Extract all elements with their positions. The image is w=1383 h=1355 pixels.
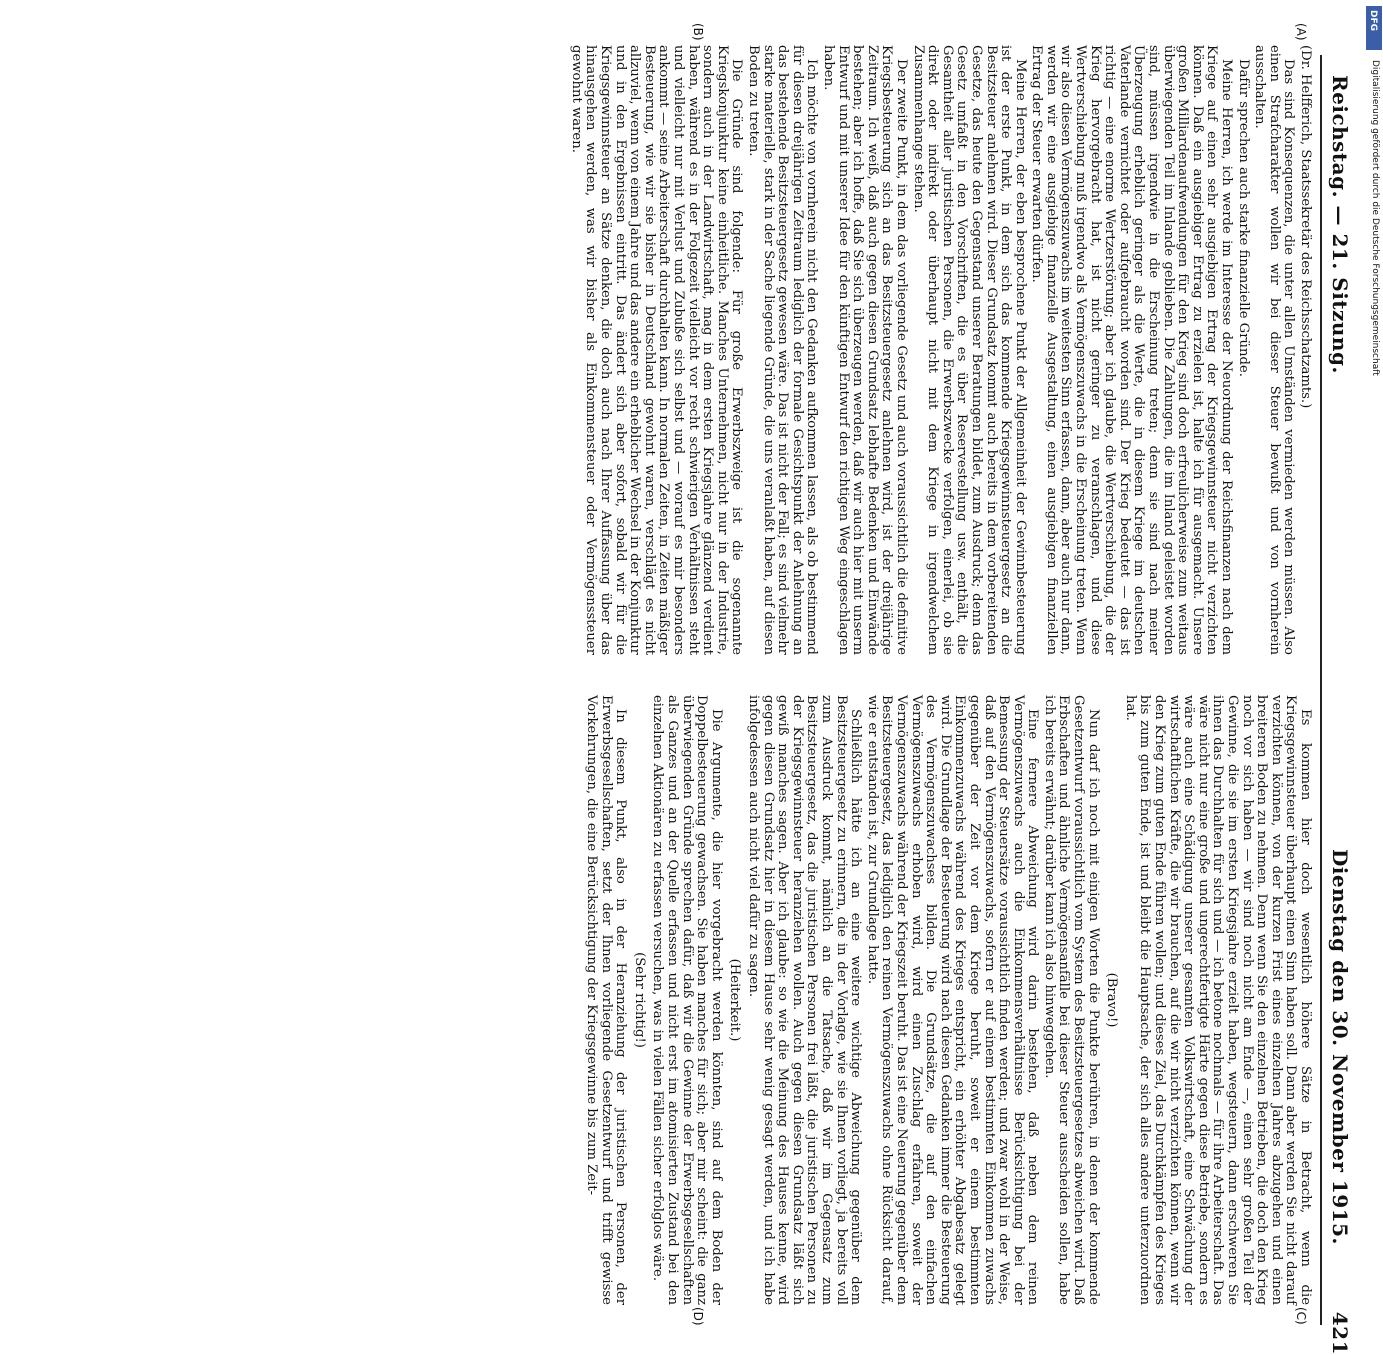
- laughter-note: (Heiterkeit.): [727, 958, 743, 1042]
- paragraph: In diesem Punkt, also in der Heranziehung der juristischen Personen, der Erwerbsgesellschaften, setzt der Ihnen vorliegende Gesetzentwurf und trifft gewisse Vorkehrungen, die eine Berücksichtigung der Kriegsgewinne bis zum Zeit-: [584, 695, 629, 1305]
- page-number: 421: [1328, 1311, 1352, 1355]
- margin-marker-c: (C): [1294, 1307, 1308, 1325]
- column-right: [582, 695, 1313, 1305]
- paragraph: Dafür sprechen auch starke finanzielle Gründe.: [1235, 59, 1251, 377]
- paragraph: Meine Herren, der eben besprochene Punkt der Allgemeinheit der Gewinnbesteuerung ist der erste Punkt, in dem sich das kommende Kriegsgewinnsteuergesetz an die Besitzsteuer anlehnen wird. Dieser Grundsatz kommt auch bereits in dem vorbereitenden Gesetze, das heute den Gegenstand unserer Beratungen bildet, zum Ausdruck; denn das Gesetz umfaßt in den Vorschriften, die es über Reservestellung usw. enthält, die Gesamtheit aller juristischen Personen, die Erwerbszwecke verfolgen, einerlei, ob sie direkt oder indirekt oder überhaupt nicht mit dem Kriege in irgendwelchem Zusammenhange stehen.: [910, 45, 1028, 655]
- funding-note: [1368, 60, 1380, 940]
- page-header: [1320, 55, 1360, 1355]
- rotated-page-content: [50, 23, 1360, 1355]
- header-session: Reichstag. — 21. Sitzung.: [1328, 75, 1352, 374]
- dfg-logo-text: DFG: [1368, 10, 1378, 32]
- paragraph: Meine Herren, ich werde im Interesse der Neuordnung der Reichsfinanzen nach dem Kriege auf einen sehr ausgiebigen Ertrag der Kriegsgewinnsteuer nicht verzichten können. Daß ein ausgiebiger Ertrag zu erzielen ist, halte ich für ausgemacht. Unsere großen Milliardenaufwendungen für den Krieg sind doch erfreulicherweise zum weitaus überwiegenden Teil im Inlande geblieben. Die Zahlungen, die im Inland geleistet worden sind, müssen irgendwie in die Erscheinung treten; denn sie sind nach meiner Überzeugung erheblich geringer als die Werte, die in diesem Kriege im deutschen Vaterlande vernichtet oder aufgebraucht worden sind. Der Krieg bedeutet — das ist richtig — eine enorme Wertzerstörung; aber ich glaube, die Wertverschiebung, die der Krieg hervorgebracht hat, ist nicht geringer zu veranschlagen, und diese Wertverschiebung muß irgendwo als Vermögenszuwachs in die Erscheinung treten. Wenn wir also diesen Vermögenszuwachs im weitesten Sinn erfassen, dann, aber auch nur dann, werden wir eine ausgiebige finanzielle Ausgestaltung, einen ausgiebigen finanziellen Ertrag der Steuer erwarten dürfen.: [1029, 45, 1235, 655]
- paragraph: Die Gründe sind folgende: Für große Erwerbszweige ist die sogenannte Kriegskonjunktur keine einheitliche. Manches Unternehmen, nicht nur in der Industrie, sondern auch in der Landwirtschaft, mag in dem ersten Kriegsjahre glänzend verdient haben, während es in der Folgezeit vielleicht vor recht schwierigen Verhältnissen steht und vielleicht nur mit Verlust und Zubuße sich selbst und — worauf es mir besonders ankommt — seine Arbeiterschaft durchhalten kann. In normalen Zeiten, in Zeiten mäßiger Besteuerung, wie wir sie bisher in Deutschland gewohnt waren, verschlägt es nicht allzuviel, wenn von einem Jahre und das andere ein erheblicher Wechsel in der Konjunktur und in den Ergebnissen eintritt. Das ändert sich aber sofort, sobald wir für die Kriegsgewinnsteuer an Sätze denken, die doch auch nach Ihrer Auffassung über das hinausgehen werden, was wir bisher als Einkommensteuer oder Vermögenssteuer gewohnt waren.: [568, 45, 745, 655]
- dfg-logo: [1366, 6, 1382, 50]
- header-date: Dienstag den 30. November 1915.: [1328, 848, 1352, 1245]
- paragraph: Es kommen hier doch wesentlich höhere Sätze in Betracht, wenn die Kriegsgewinnsteuer überhaupt einen Sinn haben soll. Dann aber werden Sie nicht darauf verzichten können, von der kurzen Frist eines einzelnen Jahres abzugehen und einen breiteren Boden zu nehmen. Denn wenn Sie den einzelnen Betrieben, die doch den Krieg noch vor sich haben — wir sind noch nicht am Ende —, einen sehr großen Teil der Gewinne, die sie im ersten Kriegsjahre erzielt haben, wegsteuern, dann erschweren Sie ihnen das Durchhalten für sich und — ich betone nochmals — für ihre Arbeiterschaft. Das wäre nicht nur eine große und ungerechtfertigte Härte gegen diese Betriebe, sondern es wäre auch eine Schädigung unserer gesamten Volkswirtschaft, eine Schwächung der wirtschaftlichen Kräfte, die wir brauchen, auf die wir nicht verzichten können, wenn wir den Krieg zum guten Ende führen wollen; und dieses Ziel, das Durchkämpfen des Krieges bis zum guten Ende, ist und bleibt die Hauptsache, der sich alles andere unterzuordnen hat.: [1122, 695, 1313, 1305]
- paragraph: Das sind Konsequenzen, die unter allen Umständen vermieden werden müssen. Also einen Strafcharakter wollen wir bei dieser Steuer bewußt und von vornherein ausschalten.: [1252, 45, 1297, 655]
- paragraph: Eine fernere Abweichung wird darin bestehen, daß neben dem reinen Vermögenszuwachs auch die Einkommensverhältnisse Berücksichtigung bei der Bemessung der Steuersätze voraussichtlich finden werden; und zwar wohl in der Weise, daß auf den Vermögenszuwachs, sofern er auf einem bestimmten Einkommen zuwachs gegenüber der Zeit vor dem Kriege beruht, soweit er einem bestimmten Einkommenzuwachs während des Krieges entspricht, ein erhöhter Abgabesatz gelegt wird. Die Grundlage der Besteuerung wird nach diesen Gedanken immer die Besteuerung des Vermögenszuwachses bilden. Die Grundsätze, die auf den einfachen Vermögenszuwachs erhoben wird, wird einen Zuschlag erfahren, soweit der Vermögenszuwachs während der Kriegszeit beruht. Das ist eine Neuerung gegenüber dem Besitzsteuergesetz, das lediglich den reinen Vermögenszuwachs ohne Rücksicht darauf, wie er entstanden ist, zur Grundlage hatte.: [864, 695, 1041, 1305]
- paragraph: Der zweite Punkt, in dem das vorliegende Gesetz und auch voraussichtlich die definitive Kriegsbesteuerung sich an das Besitzsteuergesetz anlehnen wird, ist der dreijährige Zeitraum. Ich weiß, daß auch gegen diesen Grundsatz lebhafte Bedenken und Einwände bestehen; aber ich hoffe, daß Sie sich überzeugen werden, daß wir auch hier mit unserm Entwurf und mit unserer Idee für den künftigen Entwurf den richtigen Weg eingeschlagen haben.: [821, 45, 909, 655]
- paragraph: Schließlich hätte ich an eine weitere wichtige Abweichung gegenüber dem Besitzsteuergesetz zu erinnern, die in der Vorlage, wie sie Ihnen vorliegt, ja bereits voll zum Ausdruck kommt, nämlich an die Tatsache, daß wir im Gegensatz zum Besitzsteuergesetz, das die juristischen Personen frei läßt, die juristischen Personen zu der Kriegsgewinnsteuer heranziehen wollen. Auch gegen diesen Grundsatz läßt sich gewiß manches sagen. Aber ich glaube: so wie die Meinung des Hauses kenne, wird gegen diesen Grundsatz hier in diesem Hause sehr wenig gesagt werden, und ich habe infolgedessen auch nicht viel dafür zu sagen.: [746, 695, 864, 1305]
- header-rule: [1320, 55, 1322, 1325]
- margin-marker-d: (D): [691, 1307, 705, 1326]
- paragraph: Die Argumente, die hier vorgebracht werden könnten, sind auf dem Boden der Doppelbesteuerung gewachsen. Sie haben manches für sich; aber mir scheint: die ganz überwiegenden Gründe sprechen dafür, daß wir die Gewinne der Erwerbsgesellschaften als Ganzes und an der Quelle erfassen und nicht erst im atomisierten Zustand bei den einzelnen Aktionären zu erfassen versuchen, was in vielen Fällen sicher erfolglos wäre.: [650, 695, 724, 1305]
- margin-marker-a: (A): [1294, 23, 1308, 41]
- column-left: [566, 45, 1312, 655]
- applause-note: (Bravo!): [1104, 972, 1120, 1028]
- paragraph: Ich möchte von vornherein nicht den Gedanken aufkommen lassen, als ob bestimmend für diesen dreijährigen Zeitraum lediglich der formale Gesichtspunkt der Anlehnung an das bestehende Besitzsteuergesetz gewesen wäre. Das ist nicht der Fall; es sind vielmehr starke materielle, stark in der Sache liegende Gründe, die uns veranlaßt haben, auf diesen Boden zu treten.: [746, 45, 820, 655]
- funding-note-text: Digitalisierung gefördert durch die Deutsche Forschungsgemeinschaft: [1370, 60, 1380, 376]
- paragraph: Nun darf ich noch mit einigen Worten die Punkte berühren, in denen der kommende Gesetzentwurf voraussichtlich vom System des Besitzsteuergesetzes abweichen wird. Daß Erbschaften und ähnliche Vermögensanfälle bei dieser Steuer ausscheiden sollen, habe ich bereits erwähnt; darüber kann ich also hinweggehen.: [1041, 695, 1101, 1305]
- approval-note: (Sehr richtig!): [631, 952, 647, 1048]
- speaker-line: (Dr. Helfferich, Staatssekretär des Reichsschatzamts.): [1298, 45, 1313, 409]
- margin-marker-b: (B): [691, 23, 705, 41]
